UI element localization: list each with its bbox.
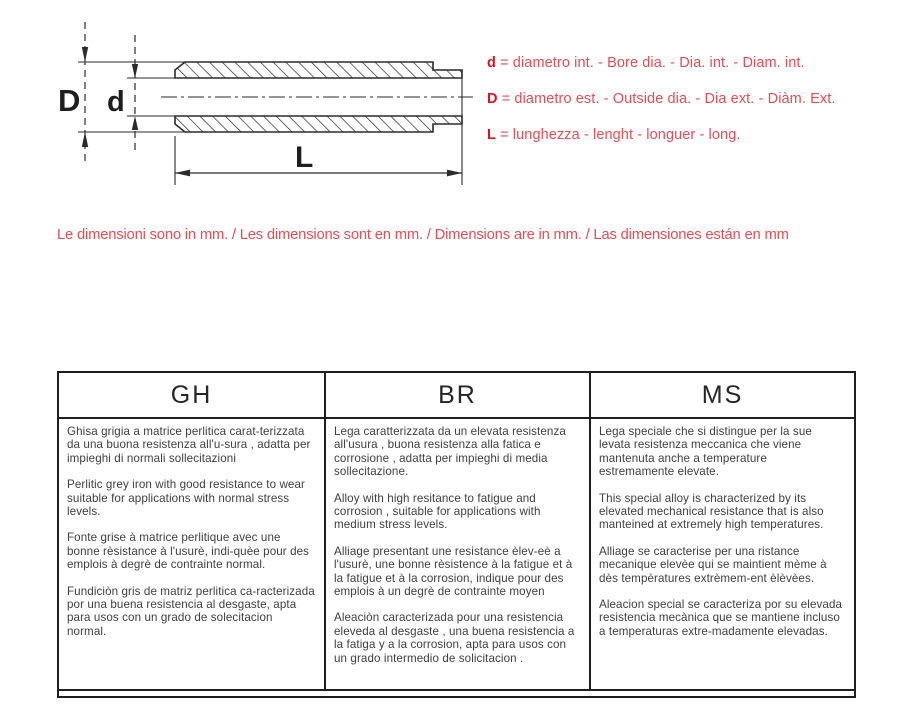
legend-text-d: = diametro int. - Bore dia. - Dia. int. - Diam. int. xyxy=(500,55,805,71)
label-D: D xyxy=(58,83,81,118)
cell-GH xyxy=(59,419,324,689)
ms-paragraph-fr: Alliage se caracterise per una ristance mecanique elevèe qui se maintient mème à dès tempèratures extrèmem-ent èlèvèes. xyxy=(599,544,827,585)
gh-paragraph-fr: Fonte grise à matrice perlitique avec une bonne rèsistance à l'usurè, indi-quèe pour des emplois à degrè de contrainte normal. xyxy=(67,531,310,572)
bushing-section-drawing xyxy=(55,10,475,210)
ms-paragraph-es: Aleacion special se caracteriza por su elevada resistencia mecànica que se mantiene incluso a temperaturas extre-madamente elevadas. xyxy=(599,598,843,638)
table-header-row xyxy=(59,373,854,419)
header-MS: MS xyxy=(589,373,854,417)
dimension-D xyxy=(58,22,88,162)
legend-symbol-d: d xyxy=(487,55,496,71)
drawing-svg xyxy=(55,10,475,210)
dimensions-note: Le dimensioni sono in mm. / Les dimensions sont en mm. / Dimensions are in mm. / Las dimensiones están en mm xyxy=(57,227,789,243)
label-d: d xyxy=(107,86,125,118)
gh-paragraph-en: Perlitic grey iron with good resistance to wear suitable for applications with normal stress levels. xyxy=(67,478,305,519)
materials-table xyxy=(57,371,856,698)
cell-MS xyxy=(589,419,854,689)
label-L: L xyxy=(295,141,314,174)
legend-symbol-D: D xyxy=(487,91,498,107)
legend-line-L xyxy=(487,127,897,163)
br-paragraph-es: Aleaciòn caracterizada pour una resistencia eleveda al desgaste , una buena resistencia a la fatiga y a la corrosion, apta para usos con un grado intermedio de solicitacion . xyxy=(334,611,575,665)
legend-line-D xyxy=(487,91,897,127)
header-BR: BR xyxy=(324,373,589,417)
gh-paragraph-it: Ghisa grigia a matrice perlitica carat-terizzata da una buona resistenza all'u-sura , adatta per impieghi di normali sollecitazioni xyxy=(67,425,311,465)
legend-line-d xyxy=(487,55,897,91)
legend-text-D: = diametro est. - Outside dia. - Dia ext. - Diàm. Ext. xyxy=(501,91,836,107)
table-body-row xyxy=(59,419,854,691)
dimension-legend xyxy=(487,55,897,163)
header-GH: GH xyxy=(170,380,213,409)
br-paragraph-fr: Alliage presentant une resistance èlev-eè a l'usurè, une bonne rèsistence à la fatigue et à la fatigue et à la corrosion, indique pour des emplois à un degrè de contrainte moyen xyxy=(334,544,573,599)
gh-paragraph-es: Fundiciòn gris de matriz perlitica ca-racterizada por una buena resistencia al desgaste, apta para usos con un grado de solecitacion normal. xyxy=(67,584,315,638)
br-paragraph-en: Alloy with high resitance to fatigue and corrosion , suitable for applications with medium stress levels. xyxy=(334,491,541,532)
dimension-d xyxy=(107,35,138,150)
ms-paragraph-en: This special alloy is characterized by its elevated mechanical resistance that is also manteined at extremely high temperatures. xyxy=(599,491,824,532)
table-bottom-strip xyxy=(59,691,854,696)
legend-text-L: = lunghezza - lenght - longuer - long. xyxy=(500,127,741,143)
legend-symbol-L: L xyxy=(487,127,496,143)
cell-BR xyxy=(324,419,589,689)
br-paragraph-it: Lega caratterizzata da un elevata resistenza all'usura , buona resistenza alla fatica e corrosione , adatta per impieghi di media sollecitazione. xyxy=(334,425,566,479)
ms-paragraph-it: Lega speciale che si distingue per la sue levata resistenza meccanica che viene mantenuta anche a temperature estremamente elevate. xyxy=(599,425,812,479)
